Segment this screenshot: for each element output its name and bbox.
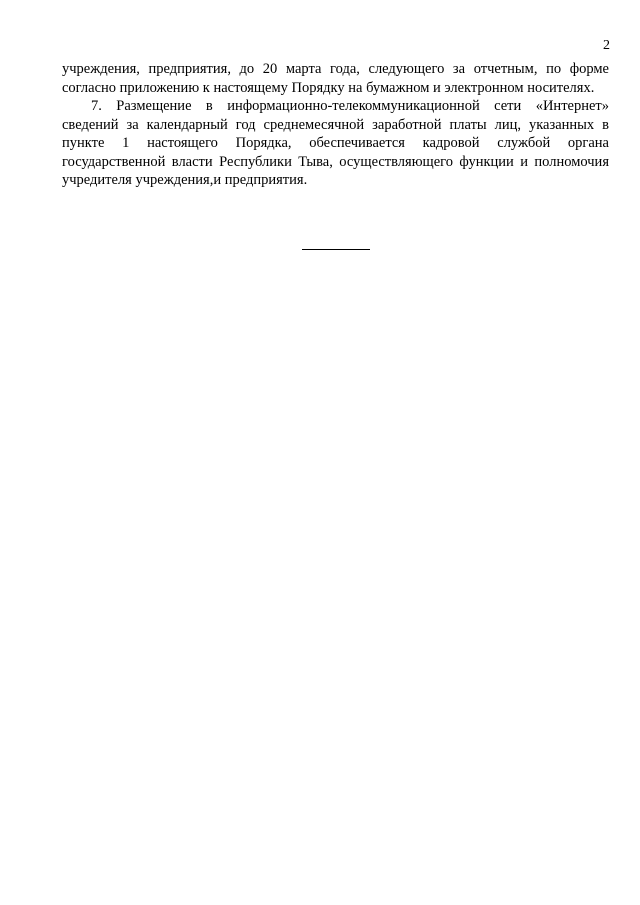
paragraph-continuation: учреждения, предприятия, до 20 марта года, следующего за отчетным, по форме согласно приложению к настоящему Порядку на бумажном и электронном носителях. bbox=[62, 61, 609, 96]
document-body bbox=[62, 60, 609, 190]
paragraph-7: 7. Размещение в информационно-телекоммуникационной сети «Интернет» сведений за календарный год среднемесячной заработной платы лиц, указанных в пункте 1 настоящего Порядка, обеспечивается кадровой службой органа государственной власти Республики Тыва, осуществляющего функции и полномочия учредителя учреждения,и предприятия. bbox=[62, 98, 609, 188]
end-separator-line bbox=[302, 249, 370, 250]
page-number: 2 bbox=[603, 38, 610, 53]
